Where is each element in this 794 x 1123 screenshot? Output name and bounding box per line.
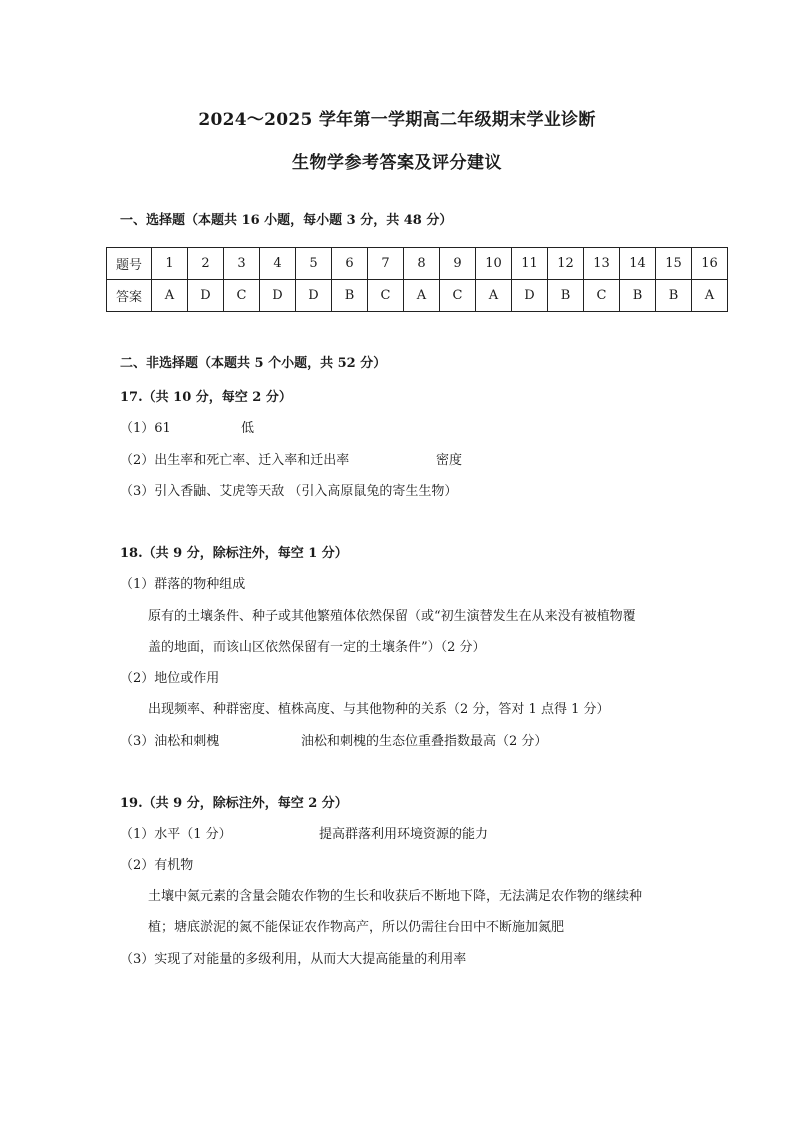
q19-part2-explanation-line1: 土壤中氮元素的含量会随农作物的生长和收获后不断地下降，无法满足农作物的继续种 (148, 889, 643, 904)
question-number-cell: 3 (224, 248, 260, 280)
answer-cell: D (260, 280, 296, 312)
answer-cell: A (404, 280, 440, 312)
answer-cell: D (188, 280, 224, 312)
question-number-cell: 9 (440, 248, 476, 280)
answer-cell: C (368, 280, 404, 312)
answer-cell: A (476, 280, 512, 312)
question-number-cell: 11 (512, 248, 548, 280)
question-number-cell: 2 (188, 248, 224, 280)
q18-part3-answer2: 油松和刺槐的生态位重叠指数最高（2 分） (301, 734, 548, 749)
document-subtitle: 生物学参考答案及评分建议 (292, 153, 502, 173)
answer-cell: B (332, 280, 368, 312)
row-label-answers: 答案 (107, 280, 152, 312)
q18-part2-answer: （2）地位或作用 (120, 671, 220, 686)
q17-part1-answer: （1）61 (120, 421, 171, 436)
question-number-cell: 14 (620, 248, 656, 280)
row-label-numbers: 题号 (107, 248, 152, 280)
q19-part2-answer: （2）有机物 (120, 858, 194, 873)
question-number-cell: 12 (548, 248, 584, 280)
table-row-numbers (107, 248, 728, 280)
q18-part3-answer: （3）油松和刺槐 (120, 734, 220, 749)
answer-cell: C (584, 280, 620, 312)
question-number-cell: 5 (296, 248, 332, 280)
q19-heading: 19.（共 9 分，除标注外，每空 2 分） (120, 796, 348, 811)
question-number-cell: 16 (692, 248, 728, 280)
q18-part1-explanation-line1: 原有的土壤条件、种子或其他繁殖体依然保留（或“初生演替发生在从来没有被植物覆 (148, 609, 636, 624)
q17-part3-answer: （3）引入香鼬、艾虎等天敌 （引入高原鼠兔的寄生生物） (120, 484, 458, 499)
answer-cell: D (512, 280, 548, 312)
q19-part3-answer: （3）实现了对能量的多级利用，从而大大提高能量的利用率 (120, 952, 467, 967)
table-row-answers (107, 280, 728, 312)
document-title: 2024～2025 学年第一学期高二年级期末学业诊断 (198, 110, 596, 130)
answer-cell: A (152, 280, 188, 312)
q18-part1-answer: （1）群落的物种组成 (120, 577, 246, 592)
question-number-cell: 4 (260, 248, 296, 280)
q17-part1-answer2: 低 (241, 421, 255, 436)
choice-answer-table (106, 247, 728, 312)
question-number-cell: 15 (656, 248, 692, 280)
q19-part1-answer2: 提高群落利用环境资源的能力 (319, 827, 489, 842)
q18-part2-explanation: 出现频率、种群密度、植株高度、与其他物种的关系（2 分，答对 1 点得 1 分） (148, 702, 610, 717)
answer-cell: C (224, 280, 260, 312)
section2-heading: 二、非选择题（本题共 5 个小题，共 52 分） (120, 356, 387, 371)
q19-part1-answer: （1）水平（1 分） (120, 827, 232, 842)
q17-part2-answer: （2）出生率和死亡率、迁入率和迁出率 (120, 453, 350, 468)
question-number-cell: 10 (476, 248, 512, 280)
q18-heading: 18.（共 9 分，除标注外，每空 1 分） (120, 546, 348, 561)
question-number-cell: 6 (332, 248, 368, 280)
answer-cell: B (656, 280, 692, 312)
answer-cell: C (440, 280, 476, 312)
answer-cell: B (548, 280, 584, 312)
answer-cell: D (296, 280, 332, 312)
q19-part2-explanation-line2: 植；塘底淤泥的氮不能保证农作物高产，所以仍需往台田中不断施加氮肥 (148, 920, 565, 935)
question-number-cell: 13 (584, 248, 620, 280)
question-number-cell: 1 (152, 248, 188, 280)
question-number-cell: 8 (404, 248, 440, 280)
answer-cell: B (620, 280, 656, 312)
question-number-cell: 7 (368, 248, 404, 280)
section1-heading: 一、选择题（本题共 16 小题，每小题 3 分，共 48 分） (120, 213, 453, 228)
answer-cell: A (692, 280, 728, 312)
q17-heading: 17.（共 10 分，每空 2 分） (120, 390, 292, 405)
q17-part2-answer2: 密度 (436, 453, 463, 468)
q18-part1-explanation-line2: 盖的地面，而该山区依然保留有一定的土壤条件”）（2 分） (148, 640, 486, 655)
